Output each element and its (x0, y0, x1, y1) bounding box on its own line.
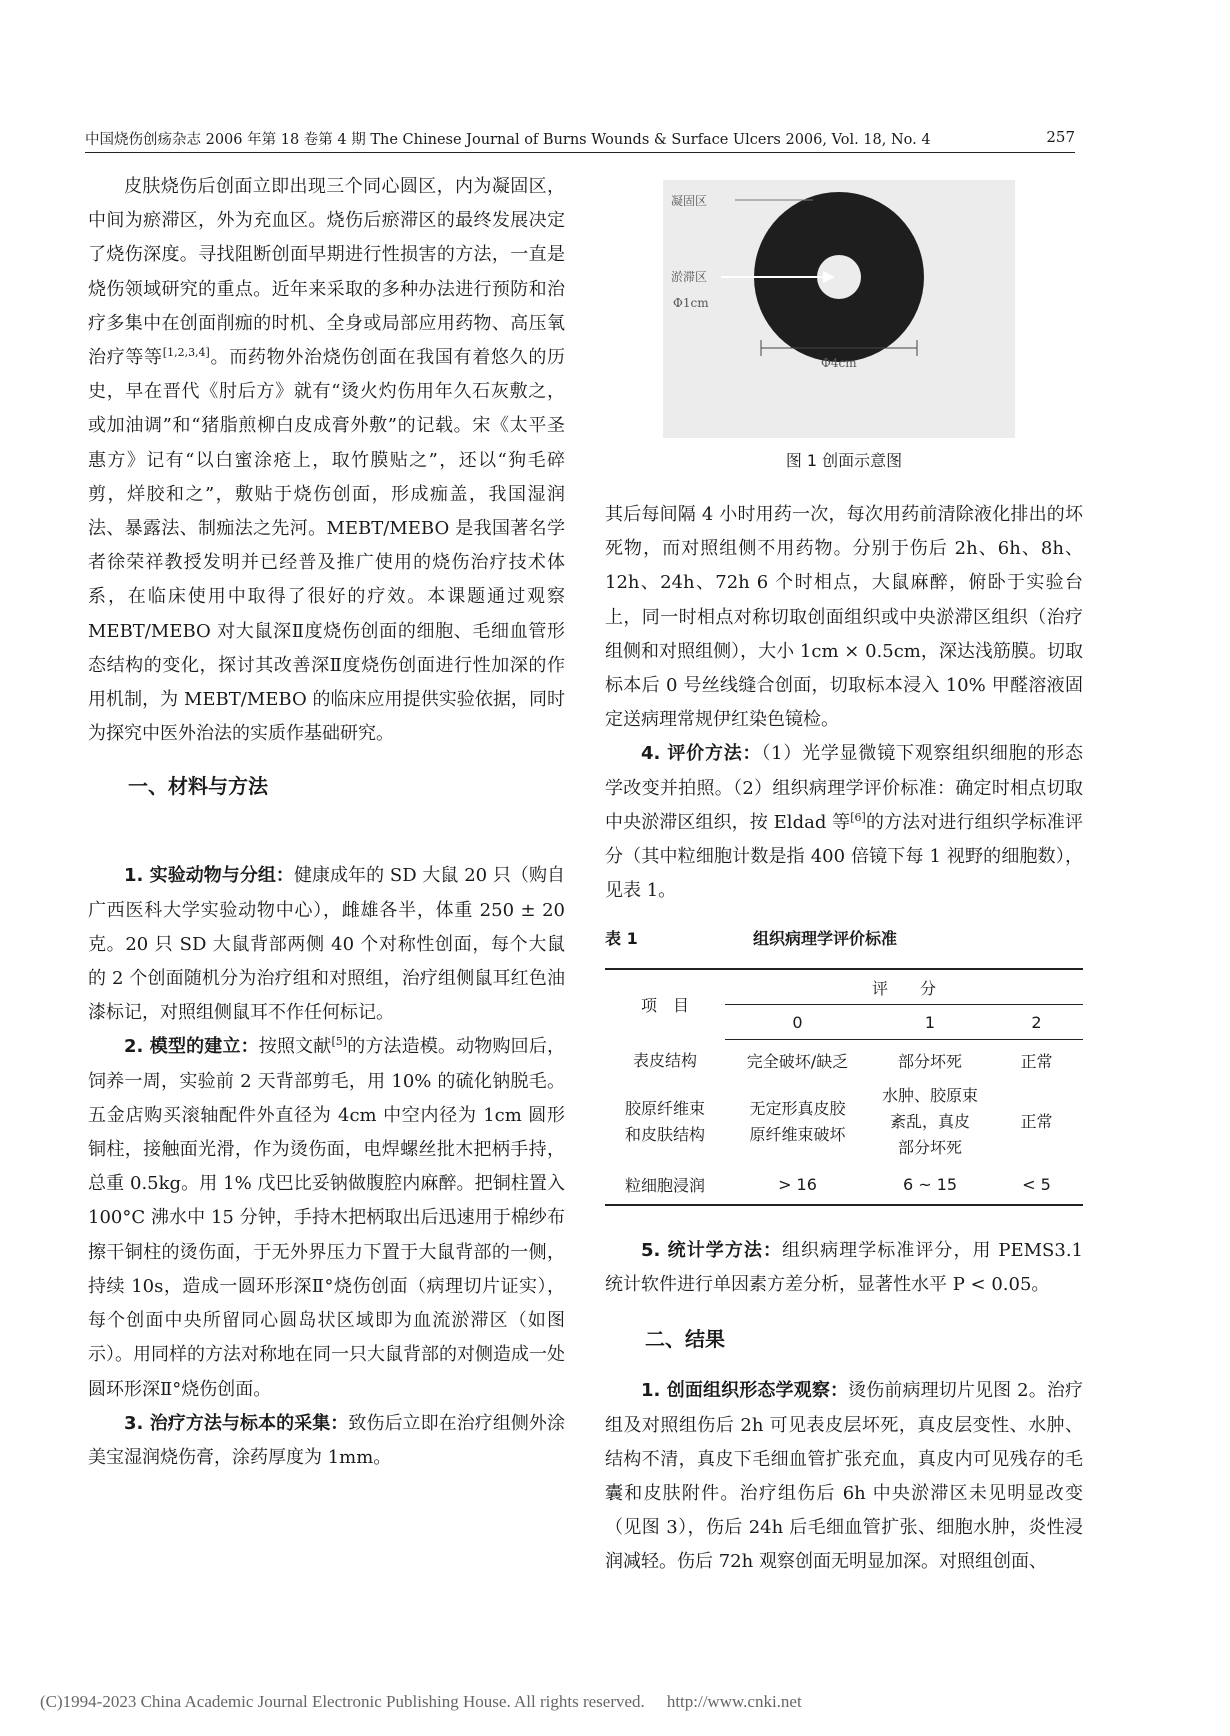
label-stasis-zone: 淤滞区 (671, 270, 708, 284)
citation-ref: [1,2,3,4] (162, 346, 210, 360)
copyright-text: (C)1994-2023 China Academic Journal Electronic Publishing House. All rights reserved. (40, 1692, 645, 1711)
table-row (605, 1040, 1083, 1081)
table-caption: 组织病理学评价标准 (753, 929, 898, 948)
criteria-table (605, 968, 1083, 1206)
row-item: 粒细胞浸润 (624, 1175, 705, 1195)
header-item: 项 目 (640, 996, 689, 1016)
journal-citation: 中国烧伤创疡杂志 2006 年第 18 卷第 4 期 The Chinese Journal of Burns Wounds & Surface Ulcers 2006, Vol. 18, No. 4 (85, 132, 931, 148)
wound-diagram-graphic (663, 180, 1015, 438)
row-score-2: 正常 (1020, 1051, 1053, 1071)
row-score-0: 无定形真皮胶 原纤维束破坏 (749, 1099, 846, 1144)
row-item: 胶原纤维束 和皮肤结构 (624, 1099, 705, 1144)
method-model: 2. 模型的建立：按照文献[5]的方法造模。动物购回后，饲养一周，实验前 2 天背部剪毛，用 10% 的硫化钠脱毛。五金店购买滚轴配件外直径为 4cm 中空内径为 1cm 圆形铜柱，接触面光滑，作为烫伤面，电焊螺丝批木把柄手持，总重 0.5kg。用 1% 戊巴比妥钠做腹腔内麻醉。把铜柱置入 100°C 沸水中 15 分钟，手持木把柄取出后迅速用于棉纱布擦干铜柱的烫伤面，于无外界压力下置于大鼠背部的一侧，持续 10s，造成一圆环形深Ⅱ°烧伤创面（病理切片证实），每个创面中央所留同心圆岛状区域即为血流淤滞区（如图示）。用同样的方法对称地在同一只大鼠背部的对侧造成一处圆环形深Ⅱ°烧伤创面。 (88, 1035, 565, 1400)
table-row (605, 1080, 1083, 1164)
row-score-2: 正常 (1020, 1112, 1053, 1131)
left-column (88, 170, 565, 1475)
row-score-1: 水肿、胶原束 紊乱，真皮 部分坏死 (881, 1086, 978, 1157)
row-score-0: > 16 (778, 1174, 817, 1194)
label-coagulation-zone: 凝固区 (671, 194, 708, 208)
method-evaluation: 4. 评价方法：（1）光学显微镜下观察组织细胞的形态学改变并拍照。（2）组织病理学评价标准：确定时相点切取中央淤滞区组织，按 Eldad 等[6]的方法对进行组织学标准评分（其中粒细胞计数是指 400 倍镜下每 1 视野的细胞数），见表 1。 (605, 743, 1083, 902)
citation-ref: [6] (850, 810, 866, 824)
citation-ref: [5] (331, 1035, 348, 1049)
row-score-1: 部分坏死 (897, 1051, 962, 1071)
method-statistics: 5. 统计学方法：组织病理学标准评分，用 PEMS3.1 统计软件进行单因素方差分析，显著性水平 P < 0.05。 (605, 1240, 1083, 1296)
figure-caption: 图 1 创面示意图 (785, 451, 903, 470)
method-treatment-continued: 其后每间隔 4 小时用药一次，每次用药前清除液化排出的坏死物，而对照组侧不用药物。分别于伤后 2h、6h、8h、12h、24h、72h 6 个时相点，大鼠麻醉，俯卧于实验台上，同一时相点对称切取创面组织或中央淤滞区组织（治疗组侧和对照组侧），大小 1cm × 0.5cm，深达浅筋膜。切取标本后 0 号丝线缝合创面，切取标本浸入 10% 甲醛溶液固定送病理常规伊红染色镜检。 (605, 504, 1083, 731)
right-column-upper (605, 498, 1083, 908)
table-title (605, 926, 1083, 952)
right-column-lower (605, 1234, 1083, 1580)
row-score-0: 完全破坏/缺乏 (746, 1051, 849, 1071)
intro-paragraph: 皮肤烧伤后创面立即出现三个同心圆区，内为凝固区，中间为瘀滞区，外为充血区。烧伤后瘀滞区的最终发展决定了烧伤深度。寻找阻断创面早期进行性损害的方法，一直是烧伤领域研究的重点。近年来采取的多种办法进行预防和治疗多集中在创面削痂的时机、全身或局部应用药物、高压氧治疗等等[1,2,3,4]。而药物外治烧伤创面在我国有着悠久的历史，早在晋代《肘后方》就有“烫火灼伤用年久石灰敷之，或加油调”和“猪脂煎柳白皮成膏外敷”的记载。宋《太平圣惠方》记有“以白蜜涂疮上，取竹膜贴之”，还以“狗毛碎剪，烊胶和之”，敷贴于烧伤创面，形成痂盖，我国湿润法、暴露法、制痂法之先河。MEBT/MEBO 是我国著名学者徐荣祥教授发明并已经普及推广使用的烧伤治疗技术体系，在临床使用中取得了很好的疗效。本课题通过观察 MEBT/MEBO 对大鼠深Ⅱ度烧伤创面的细胞、毛细血管形态结构的变化，探讨其改善深Ⅱ度烧伤创面进行性加深的作用机制，为 MEBT/MEBO 的临床应用提供实验依据，同时为探究中医外治法的实质作基础研究。 (88, 176, 566, 745)
section-heading-results: 二、结果 (645, 1327, 725, 1352)
row-score-1: 6 ~ 15 (902, 1174, 958, 1194)
header-score: 评 分 (725, 969, 1083, 1005)
header-score-2: 2 (990, 1005, 1083, 1040)
result-morphology: 1. 创面组织形态学观察：烫伤前病理切片见图 2。治疗组及对照组伤后 2h 可见表皮层坏死，真皮层变性、水肿、结构不清，真皮下毛细血管扩张充血，真皮内可见残存的毛囊和皮肤附件。治疗组伤后 6h 中央淤滞区未见明显改变（见图 3），伤后 24h 后毛细血管扩张、细胞水肿，炎性浸润减轻。伤后 72h 观察创面无明显加深。对照组创面、 (605, 1380, 1083, 1573)
label-outer-diameter: Φ4cm (821, 356, 857, 370)
label-inner-diameter: Φ1cm (673, 296, 709, 310)
method-treatment: 3. 治疗方法与标本的采集：致伤后立即在治疗组侧外涂美宝湿润烧伤膏，涂药厚度为 1mm。 (88, 1412, 565, 1468)
table-number: 表 1 (605, 929, 638, 948)
row-item: 表皮结构 (632, 1051, 697, 1071)
row-score-2: < 5 (1022, 1174, 1051, 1194)
footer-url: http://www.cnki.net (666, 1692, 802, 1711)
figure-wound-diagram (663, 180, 1015, 438)
header-rule (85, 152, 1075, 153)
section-heading-methods: 一、材料与方法 (128, 774, 268, 799)
method-animals: 1. 实验动物与分组：健康成年的 SD 大鼠 20 只（购自广西医科大学实验动物中心），雌雄各半，体重 250 ± 20 克。20 只 SD 大鼠背部两侧 40 个对称性创面，每个大鼠的 2 个创面随机分为治疗组和对照组，治疗组侧鼠耳红色油漆标记，对照组侧鼠耳不作任何标记。 (88, 865, 565, 1024)
running-header (85, 128, 1075, 150)
table-row (605, 1164, 1083, 1205)
header-score-1: 1 (870, 1005, 990, 1040)
copyright-footer (40, 1692, 1190, 1712)
table-histopathology-criteria (605, 926, 1083, 1206)
page-number: 257 (1046, 128, 1075, 146)
header-score-0: 0 (725, 1005, 870, 1040)
